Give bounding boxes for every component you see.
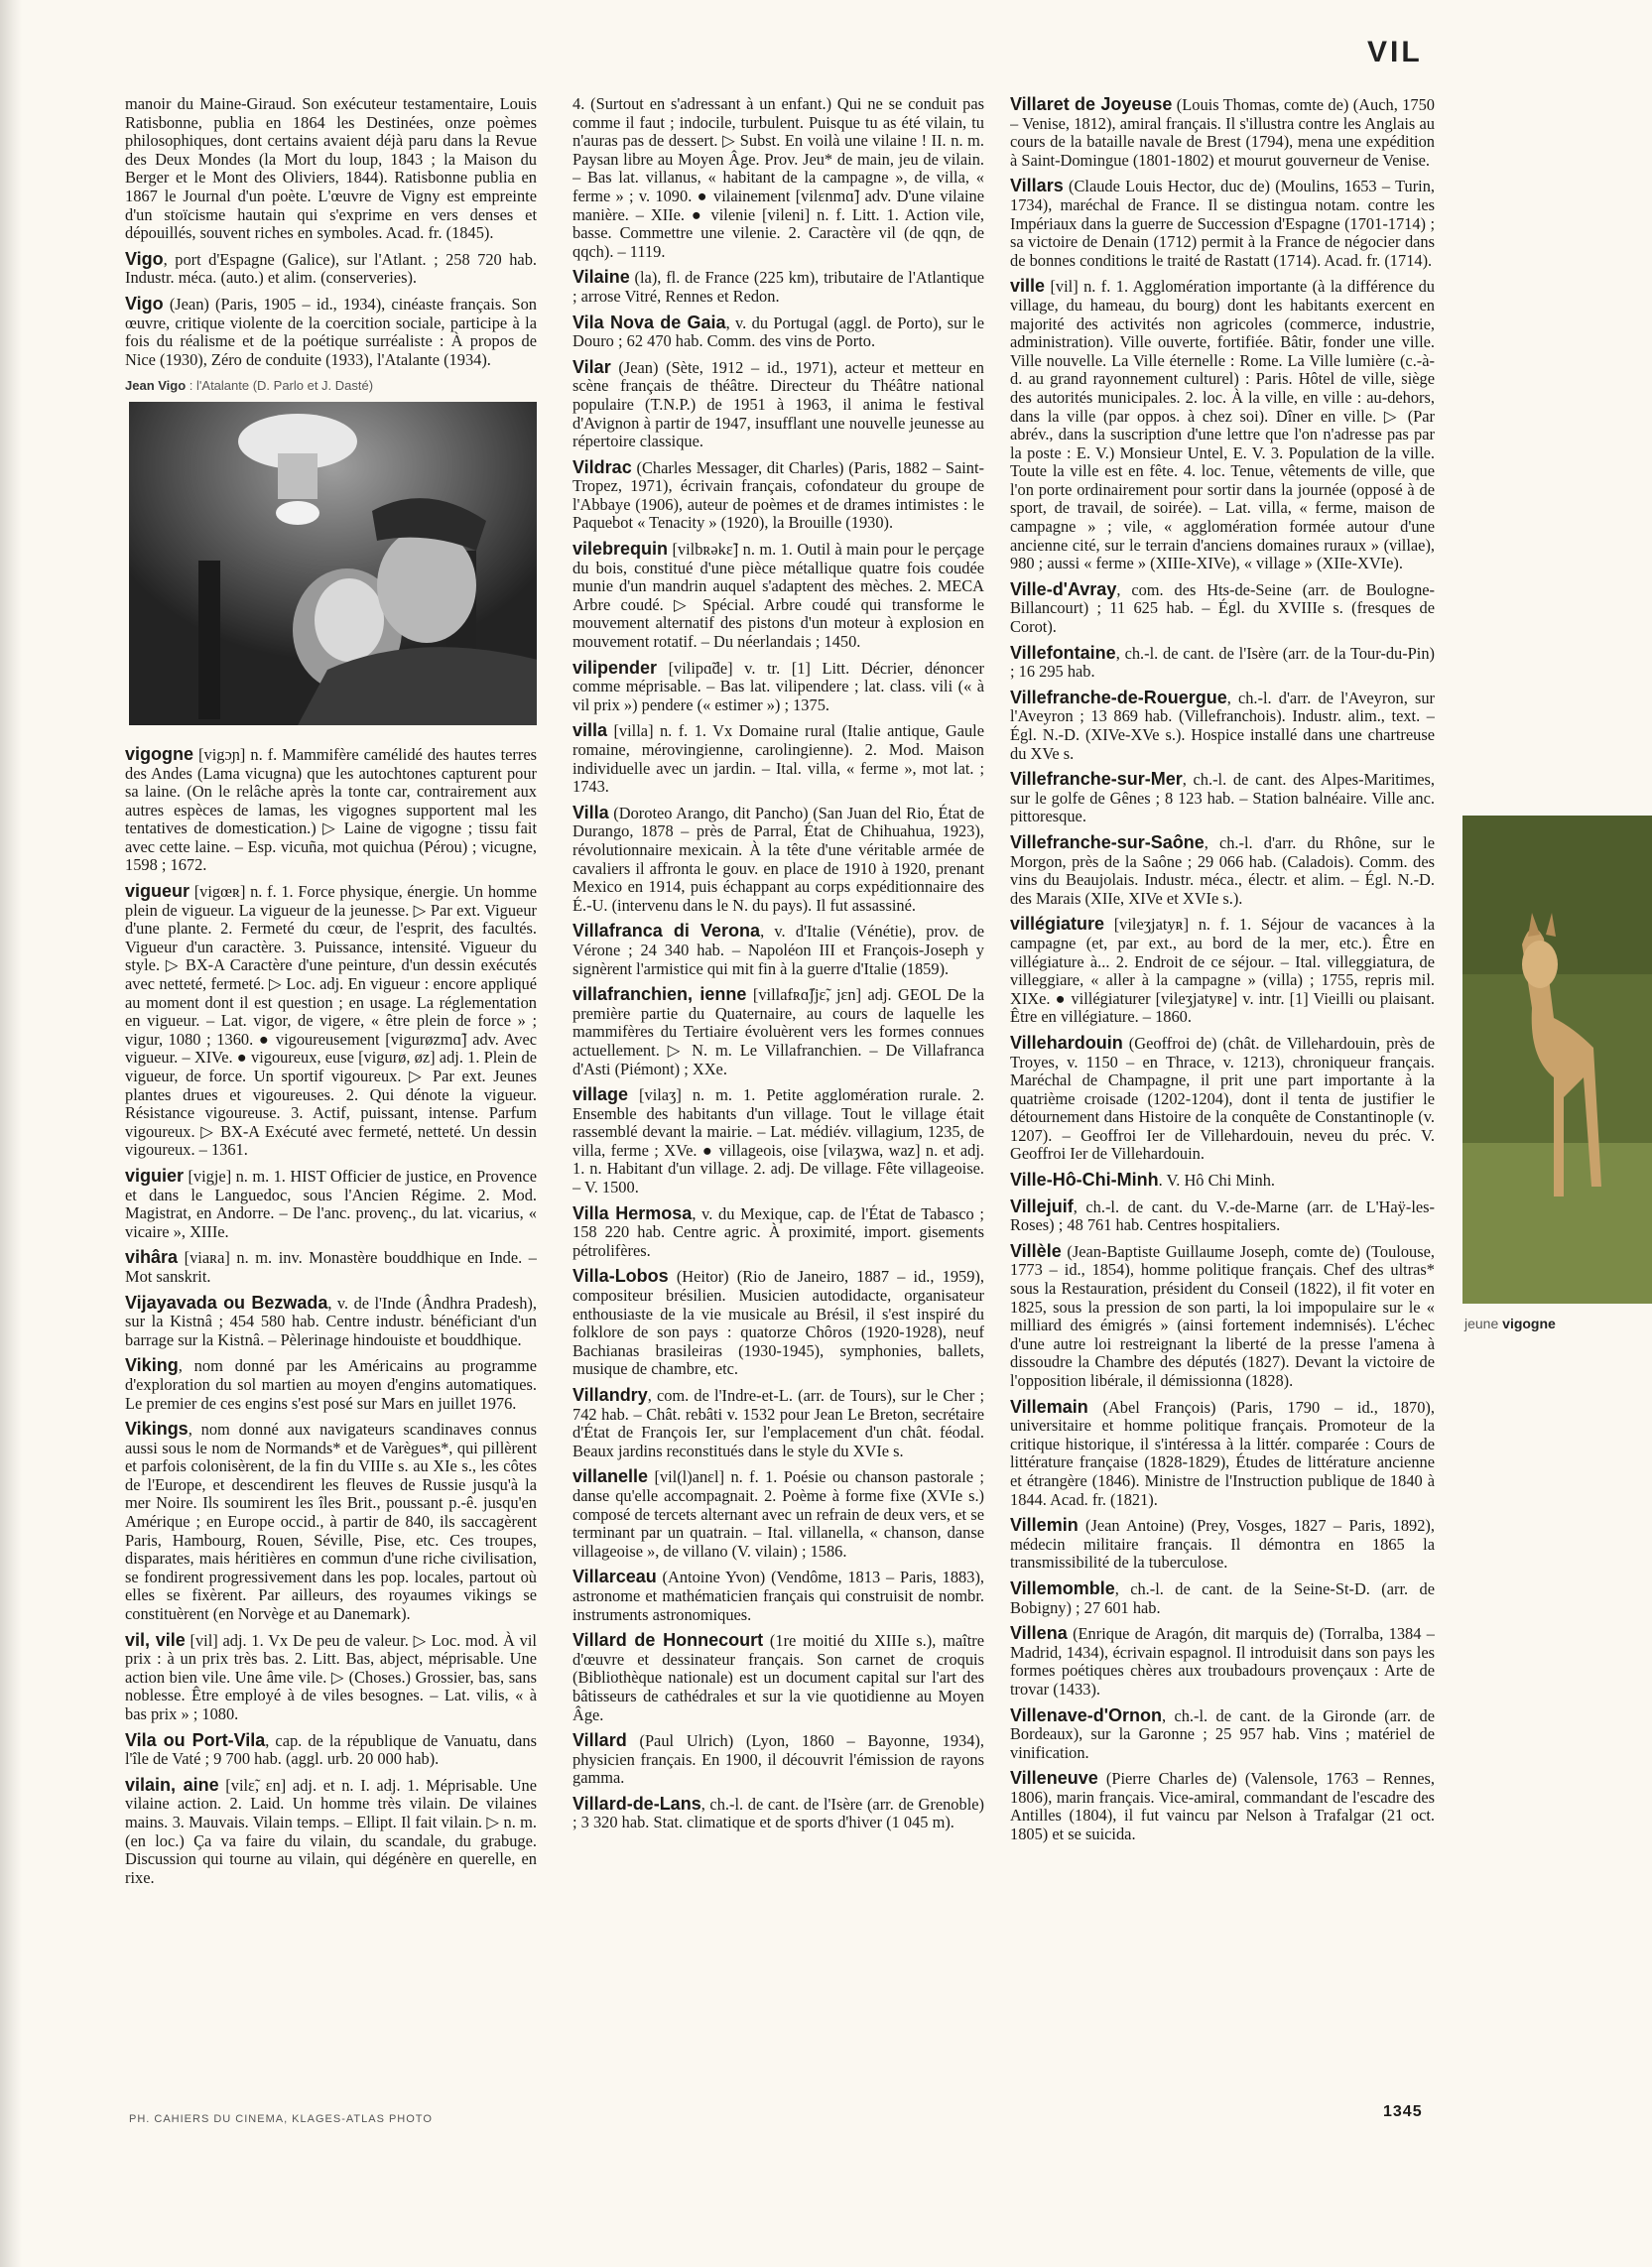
dictionary-entry xyxy=(1010,1242,1435,1391)
dictionary-entry xyxy=(1010,1769,1435,1843)
dictionary-entry xyxy=(1010,580,1435,637)
entry-headword: Villefontaine xyxy=(1010,642,1116,663)
entry-definition: (Jean) (Sète, 1912 – id., 1971), acteur et metteur en scène français de théâtre. Directeur du Théâtre national populaire (T.N.P.) de 1951 à 1963, il anima le festival d'Avignon à partir de 1947, insufflant une nouvelle jeunesse au répertoire classique. xyxy=(572,357,984,451)
entry-headword: Villard-de-Lans xyxy=(572,1793,701,1814)
entry-definition: (Doroteo Arango, dit Pancho) (San Juan del Rio, État de Durango, 1878 – près de Parral, État de Chihuahua, 1923), révolutionnaire mexicain. À la tête d'une véritable armée de cavaliers il affronta le gouv. en place de 1910 à 1920, prenant Mexico en 1914, puis échappant au corps expéditionnaire des É.-U. (intervenu dans le N. du pays). Il fut assassiné. xyxy=(572,803,984,915)
entry-headword: Villa Hermosa xyxy=(572,1202,693,1223)
photo-caption-title: : l'Atalante (D. Parlo et J. Dasté) xyxy=(186,378,374,394)
entry-headword: Villaret de Joyeuse xyxy=(1010,95,1173,114)
entry-definition: , v. de l'Inde (Ândhra Pradesh), sur la Kistnâ ; 454 580 hab. Centre industr. bénéficiant d'un barrage sur la Kistnâ. – Pèlerinage hindouiste et bouddhique. xyxy=(125,1293,537,1349)
running-head: VIL xyxy=(1367,36,1423,68)
dictionary-entry xyxy=(572,268,984,306)
entry-definition: [vigœʀ] n. f. 1. Force physique, énergie. Un homme plein de vigueur. La vigueur de la jeunesse. ▷ Par ext. Vigueur d'une plante. 2. Fermeté du cœur, de l'esprit, des facultés. Vigueur d'un caractère. 3. Puissance, intensité. Vigueur du style. ▷ BX-A Caractère d'une peinture, d'un dessin exécutés avec netteté, fermeté. ▷ Loc. adj. En vigueur : encore appliqué au moment dont il est question ; en usage. La réglementation en vigueur. – Lat. vigor, de vigere, « être plein de force » ; vigur, 1080 ; 1360. ● vigoureusement [vigurøzmɑ̃] adv. Avec vigueur. – XIVe. ● vigoureux, euse [vigurø, øz] adj. 1. Plein de vigueur, de force. Un sportif vigoureux. ▷ Par ext. Jeunes plantes drues et vigoureuses. 2. Qui dénote la vigueur. Résistance vigoureuse. 3. Actif, puissant, intense. Parfum vigoureux. ▷ BX-A Exécuté avec fermeté, netteté. Un dessin vigoureux. – 1361. xyxy=(125,882,537,1160)
entry-headword: Vikings xyxy=(125,1419,189,1440)
entry-definition: [vilɛ̃, ɛn] adj. et n. I. adj. 1. Méprisable. Une vilaine action. 2. Laid. Un homme très vilain. De vilaines mains. 3. Mauvais. Vilain temps. – Ellipt. Il fait vilain. ▷ n. m. (en loc.) Ça va faire du vilain, du scandale, du grabuge. Discussion qui tourne au vilain, qui dégénère en querelle, en rixe. xyxy=(125,1775,537,1887)
entry-headword: Vigo xyxy=(125,293,164,314)
entry-definition: [vilipɑ̃de] v. tr. [1] Litt. Décrier, dénoncer comme méprisable. – Bas lat. vilipendere ; lat. class. vili (« à vil prix ») pendere (« estimer ») ; 1375. xyxy=(572,658,984,714)
entry-definition: manoir du Maine-Giraud. Son exécuteur testamentaire, Louis Ratisbonne, publia en 1864 les Destinées, onze poèmes philosophiques, dont certains avaient déjà paru dans la Revue des Deux Mondes (la Mort du loup, 1843 ; la Maison du Berger et le Mont des Oliviers, 1844). Ratisbonne publia en 1867 le Journal d'un poète. L'œuvre de Vigny est empreinte d'un stoïcisme hautain qui s'exprime en vers denses et dépouillés, souvent riches en symboles. Acad. fr. (1845). xyxy=(125,95,537,243)
dictionary-entry xyxy=(572,721,984,796)
entry-definition: (Claude Louis Hector, duc de) (Moulins, 1653 – Turin, 1734), maréchal de France. Il se distingua notam. contre les Impériaux dans la guerre de Succession d'Espagne (1701-1714) ; sa victoire de Denain (1712) permit à la France de négocier dans de bonnes conditions le traité de Rastatt (1714). Acad. fr. (1714). xyxy=(1010,177,1435,270)
entry-headword: vilain, aine xyxy=(125,1774,219,1795)
entry-definition: , ch.-l. de cant. de la Seine-St-D. (arr. de Bobigny) ; 27 601 hab. xyxy=(1010,1578,1435,1617)
dictionary-entry xyxy=(572,1204,984,1261)
dictionary-entry xyxy=(572,804,984,916)
entry-definition: (Louis Thomas, comte de) (Auch, 1750 – Venise, 1812), amiral français. Il s'illustra contre les Anglais au cours de la bataille navale de Brest (1794), mena une expédition à Saint-Domingue (1801-1802) et mourut gouverneur de Venise. xyxy=(1010,95,1435,170)
dictionary-entry xyxy=(572,314,984,351)
dictionary-entry xyxy=(125,1356,537,1413)
dictionary-entry xyxy=(1010,277,1435,573)
entry-headword: Vigo xyxy=(125,248,164,269)
dictionary-entry xyxy=(572,95,984,261)
entry-definition: [vilbʀəkɛ̃] n. m. 1. Outil à main pour le perçage du bois, constitué d'une pièce métallique quatre fois coudée munie d'un mandrin auquel s'adaptent des mèches. 2. MECA Arbre coudé. ▷ Spécial. Arbre coudé qui transforme le mouvement alternatif des pistons d'un moteur à explosion en mouvement rotatif. – Du néerlandais ; 1450. xyxy=(572,540,984,652)
dictionary-entry xyxy=(125,250,537,288)
dictionary-entry xyxy=(125,1731,537,1769)
dictionary-entry xyxy=(125,1631,537,1724)
entry-definition: , v. du Mexique, cap. de l'État de Tabasco ; 158 220 hab. Centre agric. À proximité, import. gisements pétrolifères. xyxy=(572,1203,984,1260)
entry-definition: , nom donné par les Américains au programme d'exploration du sol martien au moyen d'engins automatiques. Le premier de ces engins s'est posé sur Mars en juillet 1976. xyxy=(125,1356,537,1413)
entry-definition: [villafʀɑ̃ʃjɛ̃, jɛn] adj. GEOL De la première partie du Quaternaire, au cours de laquelle les mammifères du Tertiaire évoluèrent vers les formes connues actuellement. ▷ N. m. Le Villafranchien. – De Villafranca d'Asti (Piémont) ; XXe. xyxy=(572,985,984,1078)
entry-definition: [vilaʒ] n. m. 1. Petite agglomération rurale. 2. Ensemble des habitants d'un village. Tout le village était rassemblé devant la mairie. – Lat. médiév. villagium, 1235, de villa, ferme ; XVe. ● villageois, oise [vilaʒwa, waz] n. et adj. 1. n. Habitant d'un village. 2. adj. De village. Fête villageoise. – V. 1500. xyxy=(572,1085,984,1197)
dictionary-entry xyxy=(572,659,984,715)
entry-headword: vilipender xyxy=(572,657,658,678)
entry-headword: Villard xyxy=(572,1730,627,1751)
entry-definition: , v. du Portugal (aggl. de Porto), sur le Douro ; 62 470 hab. Comm. des vins de Porto. xyxy=(572,313,984,351)
entry-headword: vigueur xyxy=(125,881,191,902)
side-caption-word: vigogne xyxy=(1502,1316,1556,1331)
dictionary-entry xyxy=(1010,1624,1435,1699)
entry-definition: (Jean) (Paris, 1905 – id., 1934), cinéaste français. Son œuvre, critique violente de la coercition sociale, participe à la fois du réalisme et de la poétique surréaliste : À propos de Nice (1930), Zéro de conduite (1933), l'Atalante (1934). xyxy=(125,294,537,369)
entry-headword: Villena xyxy=(1010,1623,1068,1644)
entry-headword: villa xyxy=(572,720,608,741)
dictionary-entry xyxy=(572,1795,984,1832)
entry-headword: Viking xyxy=(125,1355,179,1376)
entry-definition: (Antoine Yvon) (Vendôme, 1813 – Paris, 1883), astronome et mathématicien français qui construisit de nombr. instruments astronomiques. xyxy=(572,1568,984,1624)
entry-headword: Villarceau xyxy=(572,1567,657,1587)
entry-headword: villafranchien, ienne xyxy=(572,984,747,1005)
entry-definition: (Heitor) (Rio de Janeiro, 1887 – id., 1959), compositeur brésilien. Musicien autodidacte, organisateur enthousiaste de la vie musicale au Brésil, il s'est inspiré du folklore de son pays : quatorze Chôros (1920-1928), neuf Bachianas brasileiras (1930-1945), symphonies, ballets, musique de chambre, etc. xyxy=(572,1267,984,1379)
vigogne-photo xyxy=(1462,816,1652,1304)
dictionary-entry xyxy=(572,922,984,978)
entry-headword: Villemin xyxy=(1010,1515,1079,1536)
entry-headword: Vijayavada ou Bezwada xyxy=(125,1292,328,1313)
entry-headword: vilebrequin xyxy=(572,539,669,560)
entry-definition: [vil(l)anɛl] n. f. 1. Poésie ou chanson pastorale ; danse qu'elle accompagnait. 2. Poème à forme fixe (XVIe s.) composé de tercets alternant avec un refrain de deux vers, et se terminant par un quatrain. – Ital. villanella, « chanson, danse villageoise », de villano (V. vilain) ; 1586. xyxy=(572,1467,984,1561)
entry-definition: , com. des Hts-de-Seine (arr. de Boulogne-Billancourt) ; 11 625 hab. – Égl. du XVIIIe s. (fresques de Corot). xyxy=(1010,579,1435,637)
entry-definition: 4. (Surtout en s'adressant à un enfant.) Qui ne se conduit pas comme il faut ; indocile, turbulent. Puisque tu as été vilain, tu n'auras pas de dessert. ▷ Subst. En voilà une vilaine ! II. n. m. Paysan libre au Moyen Âge. Prov. Jeu* de main, jeu de vilain. – Bas lat. villanus, « habitant de la campagne », de villa, « ferme » ; v. 1090. ● vilainement [vilɛnmɑ̃] adv. D'une vilaine manière. – XIIe. ● vilenie [vileni] n. f. Litt. 1. Action vile, basse. Commettre une vilenie. 2. Caractère vil (de qqn, de qqch). – 1119. xyxy=(572,95,984,261)
entry-headword: Ville-d'Avray xyxy=(1010,578,1117,599)
dictionary-entry xyxy=(572,1731,984,1788)
entry-definition: , ch.-l. d'arr. du Rhône, sur le Morgon, près de la Saône ; 29 066 hab. (Caladois). Comm. des vins du Beaujolais. Industr. méca., électr. et alim. – Égl. N.-D. des Marais (XIIe, XIVe et XVIe s.). xyxy=(1010,832,1435,908)
entry-definition: , ch.-l. de cant. de l'Isère (arr. de Grenoble) ; 3 320 hab. Stat. climatique et de sports d'hiver (1 045 m). xyxy=(572,1794,984,1832)
entry-definition: (Jean-Baptiste Guillaume Joseph, comte de) (Toulouse, 1773 – id., 1854), homme politique français. Chef des ultras* sous la Restauration, président du Conseil (1822), il fit voter en 1825, sous la pression de son parti, la loi impopulaire sur le « milliard des émigrés » (ainsi fortement indemnisés). L'échec d'une autre loi restreignant la liberté de la presse l'amena à dissoudre la Chambre des députés (1827). Devant la victoire de l'opposition libérale, il démissionna (1828). xyxy=(1010,1241,1435,1390)
entry-headword: Villeneuve xyxy=(1010,1768,1098,1789)
entry-definition: (la), fl. de France (225 km), tributaire de l'Atlantique ; arrose Vitré, Rennes et Redon. xyxy=(572,268,984,306)
entry-headword: villégiature xyxy=(1010,914,1105,935)
entry-definition: [villa] n. f. 1. Vx Domaine rural (Italie antique, Gaule romaine, mérovingienne, carolingienne). 2. Mod. Maison individuelle avec un jardin. – Ital. villa, « ferme », mot lat. ; 1743. xyxy=(572,721,984,797)
column-1-top-entries xyxy=(125,95,537,369)
entry-definition: [vileʒjatyʀ] n. f. 1. Séjour de vacances à la campagne (et, par ext., au bord de la mer, etc.). Être en villégiature à... 2. Endroit de ce séjour. – Ital. villeggiatura, de villeggiare, « aller à la campagne » (villa) ; 1755, repris mil. XIXe. ● villégiaturer [vileʒjatyʀe] v. intr. [1] Vieilli ou plaisant. Être en villégiature. – 1860. xyxy=(1010,915,1435,1027)
entry-headword: vigogne xyxy=(125,743,194,764)
entry-headword: Villandry xyxy=(572,1385,648,1405)
dictionary-entry xyxy=(572,358,984,451)
dictionary-entry xyxy=(125,1420,537,1624)
entry-definition: , cap. de la république de Vanuatu, dans l'île de Vaté ; 9 700 hab. (aggl. urb. 20 000 hab). xyxy=(125,1730,537,1769)
dictionary-entry xyxy=(572,1631,984,1724)
entry-definition: [vil] adj. 1. Vx De peu de valeur. ▷ Loc. mod. À vil prix : à un prix très bas. 2. Litt. Bas, abject, méprisable. Une action bien vile. Une âme vile. ▷ (Choses.) Grossier, bas, sans noblesse. Être employé à de viles besognes. – Lat. vilis, « à bas prix » ; 1080. xyxy=(125,1630,537,1723)
entry-definition: , ch.-l. de cant. de la Gironde (arr. de Bordeaux), sur la Garonne ; 25 957 hab. Vins ; matériel de vinification. xyxy=(1010,1705,1435,1762)
entry-definition: (Charles Messager, dit Charles) (Paris, 1882 – Saint-Tropez, 1971), écrivain français, cofondateur du groupe de l'Abbaye (1906), auteur de poèmes et de drames intimistes : le Paquebot « Tenacity » (1920), la Brouille (1930). xyxy=(572,457,984,533)
dictionary-entry xyxy=(1010,1579,1435,1617)
entry-definition: [vigje] n. m. 1. HIST Officier de justice, en Provence et dans le Languedoc, sous l'Ancien Régime. 2. Mod. Magistrat, en Andorre. – De l'anc. provenç., du lat. vicarius, « vicaire », XIIIe. xyxy=(125,1166,537,1241)
entry-definition: (Abel François) (Paris, 1790 – id., 1870), universitaire et homme politique français. Promoteur de la critique historique, il s'intéressa à la littér. comparée : Cours de littérature française (1828-1829), Études de littérature ancienne et étrangère (1846). Ministre de l'Instruction publique de 1840 à 1844. Acad. fr. (1821). xyxy=(1010,1397,1435,1509)
dictionary-entry xyxy=(572,1568,984,1624)
dictionary-entry xyxy=(572,1386,984,1460)
dictionary-entry xyxy=(125,1294,537,1350)
entry-definition: , ch.-l. d'arr. de l'Aveyron, sur l'Aveyron ; 13 869 hab. (Villefranchois). Industr. alim., text. – Égl. N.-D. (XIVe-XVe s.). Hospice installé dans une chartreuse du XVe s. xyxy=(1010,688,1435,763)
entry-definition: , ch.-l. de cant. de l'Isère (arr. de la Tour-du-Pin) ; 16 295 hab. xyxy=(1010,643,1435,682)
entry-headword: Villa xyxy=(572,802,609,822)
entry-headword: Ville-Hô-Chi-Minh xyxy=(1010,1170,1159,1191)
column-1-bottom-entries xyxy=(125,745,537,1887)
dictionary-entry xyxy=(1010,689,1435,763)
dictionary-entry xyxy=(1010,1171,1435,1191)
entry-headword: Villefranche-de-Rouergue xyxy=(1010,687,1227,707)
entry-headword: viguier xyxy=(125,1165,185,1186)
entry-definition: (Geoffroi de) (chât. de Villehardouin, près de Troyes, v. 1150 – en Thrace, v. 1213), chroniqueur français. Maréchal de Champagne, il prit une part importante à la quatrième croisade (1202-1204), dont il tenta de justifier le détournement dans Histoire de la conquête de Constantinople (v. 1207). – Geoffroi Ier de Villehardouin, neveu du préc. V. Geoffroi Ier de Villehardouin. xyxy=(1010,1033,1435,1164)
entry-headword: Vila Nova de Gaia xyxy=(572,312,726,332)
dictionary-entry xyxy=(1010,833,1435,908)
entry-headword: Villafranca di Verona xyxy=(572,921,761,942)
entry-headword: Vildrac xyxy=(572,456,632,477)
dictionary-entry xyxy=(125,1776,537,1888)
page-number: 1345 xyxy=(1383,2103,1423,2120)
entry-headword: Vilar xyxy=(572,356,611,377)
entry-headword: Villefranche-sur-Saône xyxy=(1010,831,1205,852)
entry-headword: Villejuif xyxy=(1010,1196,1074,1216)
column-3 xyxy=(1010,95,1435,2089)
dictionary-entry xyxy=(1010,644,1435,682)
dictionary-entry xyxy=(1010,177,1435,270)
entry-headword: ville xyxy=(1010,276,1046,297)
dictionary-entry xyxy=(125,745,537,875)
entry-headword: Villèle xyxy=(1010,1240,1062,1261)
entry-headword: Villemain xyxy=(1010,1396,1088,1417)
entry-headword: vil, vile xyxy=(125,1629,186,1650)
dictionary-entry xyxy=(125,295,537,369)
entry-definition: , port d'Espagne (Galice), sur l'Atlant. ; 258 720 hab. Industr. méca. (auto.) et alim. (conserveries). xyxy=(125,249,537,288)
entry-headword: Villard de Honnecourt xyxy=(572,1630,764,1651)
entry-definition: , ch.-l. de cant. du V.-de-Marne (arr. de L'Haÿ-les-Roses) ; 48 761 hab. Centres hospitaliers. xyxy=(1010,1196,1435,1235)
entry-definition: . V. Hô Chi Minh. xyxy=(1158,1171,1275,1191)
side-caption-prefix: jeune xyxy=(1464,1316,1503,1331)
dictionary-entry xyxy=(572,540,984,652)
dictionary-entry xyxy=(1010,1516,1435,1573)
dictionary-entry xyxy=(572,1267,984,1379)
dictionary-entry xyxy=(1010,1706,1435,1763)
dictionary-entry xyxy=(125,1167,537,1241)
entry-definition: , com. de l'Indre-et-L. (arr. de Tours), sur le Cher ; 742 hab. – Chât. rebâti v. 1532 pour Jean Le Breton, secrétaire d'État de François Ier, sur l'emplacement d'un chât. féodal. Beaux jardins reconstitués dans le style du XVIe s. xyxy=(572,1386,984,1460)
dictionary-entry xyxy=(1010,1034,1435,1164)
entry-definition: (Jean Antoine) (Prey, Vosges, 1827 – Paris, 1892), médecin militaire français. Il démontra en 1865 la transmissibilité de la tuberculose. xyxy=(1010,1516,1435,1573)
column-1 xyxy=(125,95,537,2089)
entry-definition: [vil] n. f. 1. Agglomération importante (à la différence du village, du hameau, du bourg) dont les habitants exercent en majorité des activités non agricoles (commerce, industrie, administration). Ville ouverte, fortifiée. Bâtir, fonder une ville. Ville nouvelle. La Ville éternelle : Rome. La Ville lumière (c.-à-d. au grand rayonnement culturel) : Paris. Hôtel de ville, siège des autorités municipales. 2. loc. À la ville, en ville : au-dehors, dans la ville (par oppos. à chez soi). Dîner en ville. ▷ (Par abrév., dans la suscription d'une lettre que l'on n'adresse pas par la poste : E. V.) Monsieur Untel, E. V. 3. Population de la ville. Toute la ville est en fête. 4. loc. Tenue, vêtements de ville, que l'on porte ordinairement pour sortir dans la journée (opposé à de sport, de travail, de soirée). – Lat. villa, « ferme, maison de campagne » ; vile, « agglomération formée autour d'une ancienne cité, sur le terrain d'anciens domaines ruraux » (villae), 980 ; aussi « ferme » (XIIIe-XIVe), « village » (XIIe-XVIe). xyxy=(1010,277,1435,573)
entry-headword: Villars xyxy=(1010,176,1064,196)
dictionary-entry xyxy=(125,1248,537,1286)
dictionary-entry xyxy=(572,985,984,1078)
photo-credits: PH. CAHIERS DU CINEMA, KLAGES-ATLAS PHOTO xyxy=(129,2113,433,2125)
page-edge-shadow xyxy=(0,0,22,2267)
dictionary-entry xyxy=(572,1085,984,1197)
dictionary-entry xyxy=(1010,915,1435,1027)
dictionary-entry xyxy=(125,882,537,1160)
entry-headword: Villenave-d'Ornon xyxy=(1010,1704,1162,1725)
entry-definition: [viaʀa] n. m. inv. Monastère bouddhique en Inde. – Mot sanskrit. xyxy=(125,1248,537,1286)
entry-definition: (1re moitié du XIIIe s.), maître d'œuvre et dessinateur français. Son carnet de croquis (Bibliothèque nationale) est un document capital sur l'art des bâtisseurs de cathédrales et sur la vie quotidienne au Moyen Âge. xyxy=(572,1631,984,1724)
dictionary-entry xyxy=(572,1467,984,1561)
dictionary-entry xyxy=(125,95,537,243)
dictionary-entry xyxy=(1010,95,1435,170)
dictionary-entry xyxy=(1010,770,1435,826)
entry-definition: , nom donné aux navigateurs scandinaves connus aussi sous le nom de Normands* et de Varègues*, qui pillèrent et parfois colonisèrent, de la fin du VIIIe s. au XIe s., les côtes de l'Europe, et descendirent les fleuves de Russie jusqu'à la mer Noire. Ils soumirent les îles Brit., poussant p.-ê. jusqu'en Amérique ; en Europe occid., à partir de 840, ils saccagèrent Paris, Hambourg, Rouen, Séville, Pise, etc. Ces troupes, disparates, mais héritières en commun d'une riche civilisation, se fondirent progressivement dans les pop. locales, partout où elles se fixèrent. Par ailleurs, des royaumes vikings se constituèrent (en Norvège et au Danemark). xyxy=(125,1420,537,1624)
entry-headword: villanelle xyxy=(572,1466,649,1487)
entry-definition: (Enrique de Aragón, dit marquis de) (Torralba, 1384 – Madrid, 1434), écrivain espagnol. Il introduisit dans son pays les formes poétiques chères aux troubadours provençaux : Arte de trovar (1433). xyxy=(1010,1624,1435,1699)
entry-definition: (Pierre Charles de) (Valensole, 1763 – Rennes, 1806), marin français. Vice-amiral, commandant de l'escadre des Antilles (1804), il fut vaincu par Nelson à Trafalgar (21 oct. 1805) et se suicida. xyxy=(1010,1769,1435,1844)
column-2 xyxy=(572,95,984,2089)
entry-headword: Villehardouin xyxy=(1010,1032,1123,1053)
entry-headword: vihâra xyxy=(125,1247,179,1268)
entry-headword: Vila ou Port-Vila xyxy=(125,1729,266,1750)
entry-definition: [vigɔɲ] n. f. Mammifère camélidé des hautes terres des Andes (Lama vicugna) que les autochtones capturent pour sa laine. (On le relâche après la tonte car, contrairement aux autres espèces de lamas, les vigognes supportent mal les tentatives de domestication.) ▷ Laine de vigogne ; tissu fait avec cette laine. – Esp. vicuña, mot quichua (Pérou) ; vicugne, 1598 ; 1672. xyxy=(125,744,537,875)
photo-caption-name: Jean Vigo xyxy=(125,378,187,394)
photo-caption xyxy=(125,377,537,396)
dictionary-entry xyxy=(1010,1398,1435,1510)
entry-headword: Villemomble xyxy=(1010,1577,1115,1598)
entry-headword: Villa-Lobos xyxy=(572,1266,669,1287)
vigogne-photo-caption xyxy=(1464,1316,1556,1331)
entry-definition: , ch.-l. de cant. des Alpes-Maritimes, sur le golfe de Gênes ; 8 123 hab. – Station balnéaire. Ville anc. pittoresque. xyxy=(1010,770,1435,826)
entry-definition: , v. d'Italie (Vénétie), prov. de Vérone ; 24 340 hab. – Napoléon III et François-Joseph y signèrent l'armistice qui mit fin à la guerre d'Italie (1859). xyxy=(572,922,984,978)
dictionary-entry xyxy=(1010,1197,1435,1235)
dictionary-entry xyxy=(572,458,984,533)
entry-headword: Vilaine xyxy=(572,267,630,288)
entry-headword: Villefranche-sur-Mer xyxy=(1010,769,1183,790)
entry-definition: (Paul Ulrich) (Lyon, 1860 – Bayonne, 1934), physicien français. En 1900, il découvrit l'émission de rayons gamma. xyxy=(572,1731,984,1788)
atalante-film-still xyxy=(129,402,537,725)
entry-headword: village xyxy=(572,1084,629,1105)
